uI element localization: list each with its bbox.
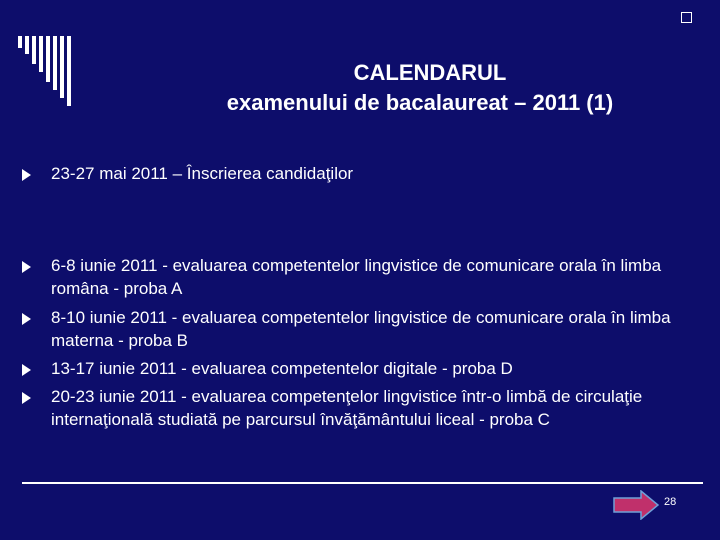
list-item-text: 6-8 iunie 2011 - evaluarea competentelor lingvistice de comunicare orala în limba româna - proba A	[51, 256, 662, 298]
list-item-text: 8-10 iunie 2011 - evaluarea competentelor lingvistice de comunicare orala în limba materna - proba B	[51, 308, 671, 350]
bullet-arrow-icon	[22, 313, 31, 325]
title-line-1: CALENDARUL	[353, 60, 507, 85]
list-item	[22, 163, 692, 186]
list-item-text: 23-27 mai 2011 – Înscrierea candidaţilor	[51, 164, 354, 183]
bullet-arrow-icon	[22, 392, 31, 404]
list-item	[22, 386, 692, 431]
slide-title	[100, 58, 720, 118]
list-item	[22, 307, 692, 352]
bullet-arrow-icon	[22, 169, 31, 181]
right-arrow-icon[interactable]	[613, 490, 659, 520]
title-line-2: examenului de bacalaureat – 2011 (1)	[226, 90, 614, 115]
corner-square-icon	[681, 12, 692, 23]
bullet-arrow-icon	[22, 261, 31, 273]
list-item	[22, 255, 692, 300]
page-number: 28	[664, 496, 677, 508]
list-item-text: 20-23 iunie 2011 - evaluarea competenţelor lingvistice într-o limbă de circulaţie internaţională studiată pe parcursul învăţământului liceal - proba C	[51, 387, 643, 429]
bullet-arrow-icon	[22, 364, 31, 376]
list-item	[22, 358, 692, 381]
footer-divider	[22, 482, 703, 484]
list-item-text: 13-17 iunie 2011 - evaluarea competentelor digitale - proba D	[51, 359, 513, 378]
